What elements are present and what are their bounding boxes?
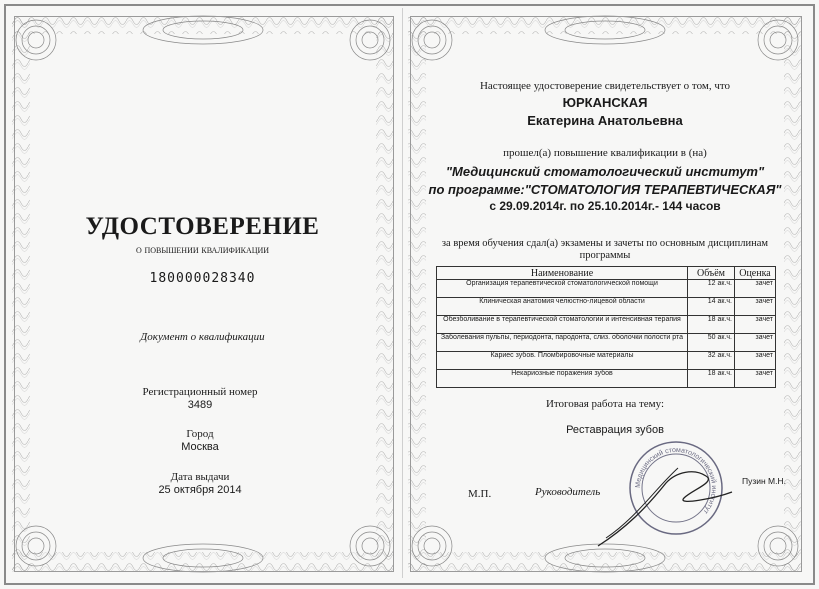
leader-label: Руководитель [535, 486, 601, 498]
exams-text: за время обучения сдал(а) экзамены и зачеты по основным дисциплинам программы [441, 238, 769, 261]
certificate-subtitle: о повышении квалификации [135, 244, 270, 256]
header-name: Наименование [437, 267, 688, 280]
subject-name: Клиническая анатомия челюстно-лицевой области [437, 298, 688, 316]
table-row [437, 298, 776, 316]
table-row [437, 370, 776, 388]
subject-name: Заболевания пульпы, периодонта, пародонта, слиз. оболочки полости рта [437, 334, 688, 352]
holder-name: Екатерина Анатольевна [527, 113, 683, 128]
passed-text: прошел(а) повышение квалификации в (на) [503, 147, 707, 159]
subject-grade: зачет [735, 280, 776, 298]
subject-volume: 18 ак.ч. [688, 370, 735, 388]
subject-grade: зачет [735, 334, 776, 352]
table-row [437, 316, 776, 334]
intro-text: Настоящее удостоверение свидетельствует о том, что [479, 80, 731, 92]
subject-volume: 50 ак.ч. [688, 334, 735, 352]
issue-date-value: 25 октября 2014 [158, 484, 242, 496]
certificate-number: 180000028340 [149, 271, 256, 286]
subject-name: Некариозные поражения зубов [437, 370, 688, 388]
header-volume: Объём [688, 267, 735, 280]
holder-surname: ЮРКАНСКАЯ [562, 95, 648, 110]
page-fold [402, 8, 403, 578]
header-grade: Оценка [735, 267, 776, 280]
subjects-table [436, 266, 776, 388]
city-label: Город [186, 428, 214, 440]
final-work-label: Итоговая работа на тему: [545, 398, 665, 410]
registration-label: Регистрационный номер [142, 386, 258, 398]
program-name: по программе:"СТОМАТОЛОГИЯ ТЕРАПЕВТИЧЕСКАЯ" [428, 182, 782, 197]
subject-grade: зачет [735, 370, 776, 388]
leader-name: Пузин М.Н. [742, 476, 787, 486]
table-row [437, 352, 776, 370]
table-row [437, 334, 776, 352]
subject-volume: 14 ак.ч. [688, 298, 735, 316]
issue-date-label: Дата выдачи [170, 471, 230, 483]
document-kind: Документ о квалификации [140, 331, 265, 343]
subject-grade: зачет [735, 298, 776, 316]
table-header-row [437, 267, 776, 280]
institution-seal [596, 428, 736, 558]
subject-volume: 32 ак.ч. [688, 352, 735, 370]
subject-name: Обезболивание в терапевтической стоматологии и интенсивная терапия [437, 316, 688, 334]
seal-place-label: М.П. [468, 488, 492, 500]
study-dates: с 29.09.2014г. по 25.10.2014г.- 144 часов [489, 199, 721, 213]
certificate-title: УДОСТОВЕРЕНИЕ [85, 213, 320, 240]
final-work-topic: Реставрация зубов [566, 424, 664, 436]
table-row [437, 280, 776, 298]
subject-volume: 12 ак.ч. [688, 280, 735, 298]
subject-name: Организация терапевтической стоматологической помощи [437, 280, 688, 298]
institution-name: "Медицинский стоматологический институт" [445, 164, 765, 179]
registration-number: 3489 [187, 399, 213, 411]
subject-name: Кариес зубов. Пломбировочные материалы [437, 352, 688, 370]
svg-text:Медицинский стоматологический: Медицинский стоматологический институт [634, 446, 718, 515]
subject-volume: 18 ак.ч. [688, 316, 735, 334]
city-value: Москва [181, 441, 219, 453]
subject-grade: зачет [735, 352, 776, 370]
subject-grade: зачет [735, 316, 776, 334]
